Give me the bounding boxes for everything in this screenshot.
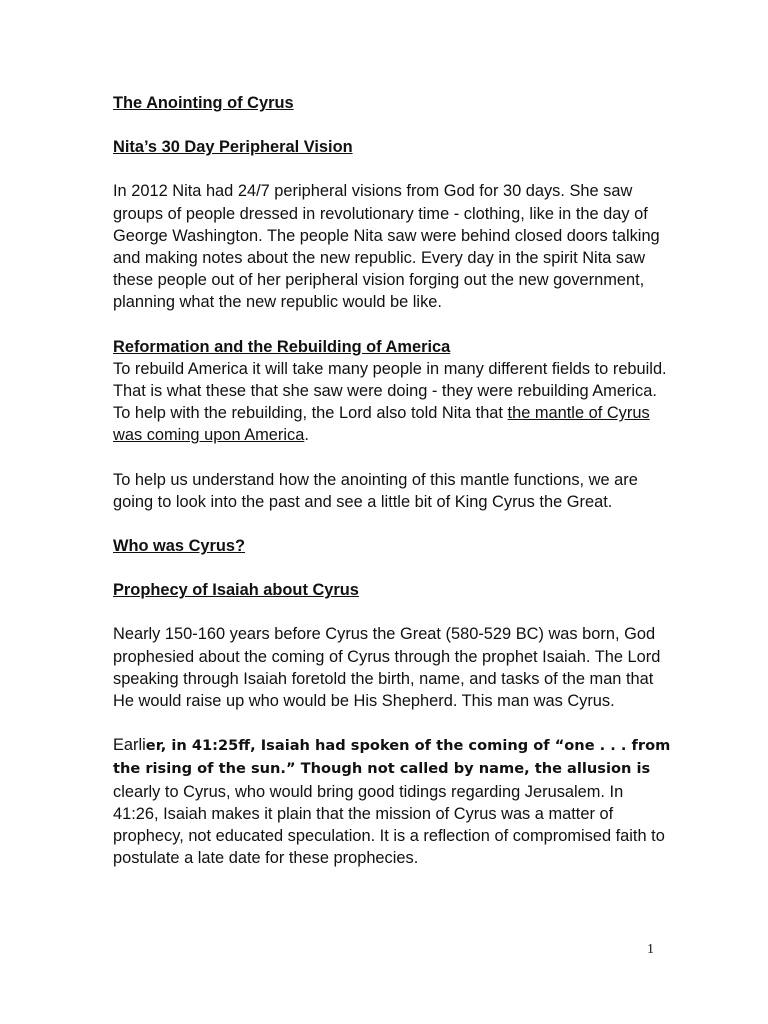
paragraph-prophecy: Nearly 150-160 years before Cyrus the Great (580-529 BC) was born, God prophesied about the coming of Cyrus through the prophet Isaiah. The Lord speaking through Isaiah foretold the birth, name, and tasks of the man that He would raise up who would be His Shepherd. This man was Cyrus. <box>113 625 661 711</box>
paragraph-earlier-bold: er, in 41:25ff, Isaiah had spoken of the coming of “one . . . from the rising of the sun.” Though not called by name, the allusion is <box>113 737 671 778</box>
document-title: The Anointing of Cyrus <box>113 94 294 112</box>
page-number: 1 <box>647 942 654 957</box>
section-heading-reformation: Reformation and the Rebuilding of America <box>113 337 451 356</box>
section-heading-who: Who was Cyrus? <box>113 537 246 556</box>
paragraph-earlier <box>113 734 673 869</box>
paragraph-mantle: To help us understand how the anointing of this mantle functions, we are going to look into the past and see a little bit of King Cyrus the Great. <box>113 470 638 511</box>
section-heading-prophecy: Prophecy of Isaiah about Cyrus <box>113 581 359 600</box>
paragraph-vision: In 2012 Nita had 24/7 peripheral visions from God for 30 days. She saw groups of people dressed in revolutionary time - clothing, like in the day of George Washington. The people Nita saw were behind closed doors talking and making notes about the new republic. Every day in the spirit Nita saw these people out of her peripheral vision forging out the new government, planning what the new republic would be like. <box>113 182 660 312</box>
paragraph-rebuild-end: . <box>304 426 309 445</box>
underlined-phrase: the mantle of Cyrus was coming upon America <box>113 404 650 445</box>
paragraph-earlier-start: Earli <box>113 736 146 755</box>
document-body <box>113 92 673 869</box>
paragraph-rebuild-text: To rebuild America it will take many people in many different fields to rebuild. That is what these that she saw were doing - they were rebuilding America. To help with the rebuilding, the Lord also told Nita that <box>113 359 667 423</box>
paragraph-earlier-rest: clearly to Cyrus, who would bring good tidings regarding Jerusalem. In 41:26, Isaiah makes it plain that the mission of Cyrus was a matter of prophecy, not educated speculation. It is a reflection of compromised faith to postulate a late date for these prophecies. <box>113 782 665 868</box>
paragraph-rebuild <box>113 358 673 447</box>
section-heading-vision: Nita’s 30 Day Peripheral Vision <box>113 138 353 157</box>
